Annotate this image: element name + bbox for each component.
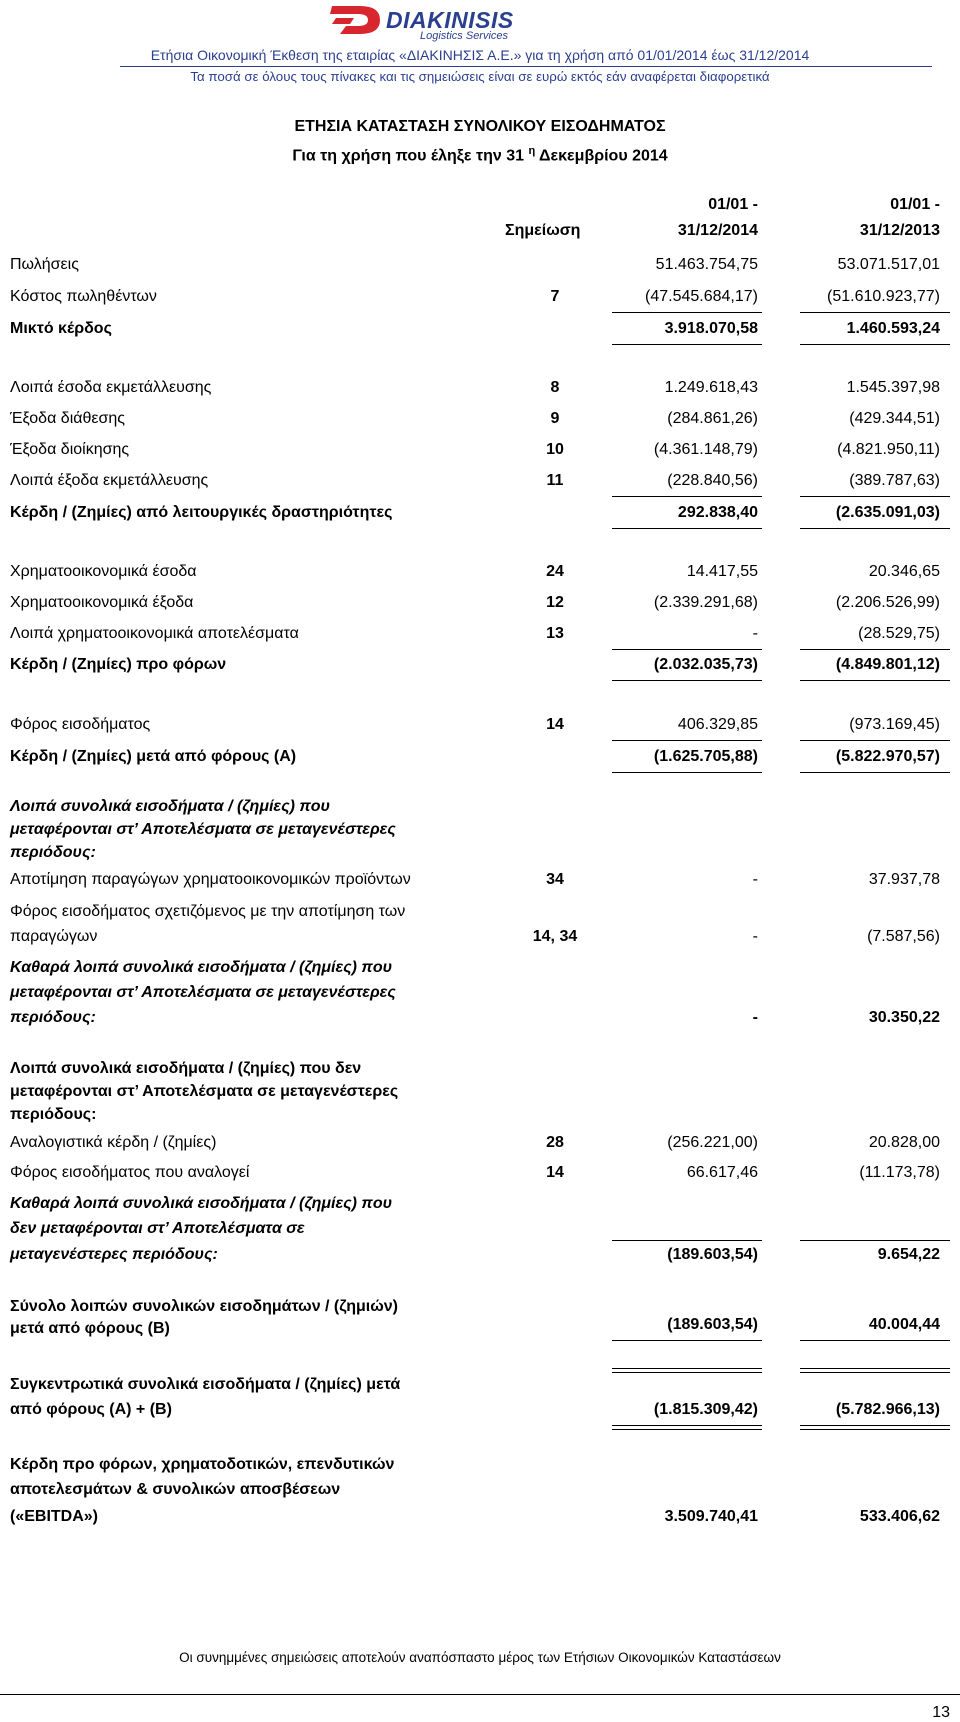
section-heading: μεταφέρονται στ’ Αποτελέσματα σε μεταγενέστερες [10,1083,399,1100]
statement-subtitle: Για τη χρήση που έληξε την 31 $^\eta$ Δεκεμβρίου 2014 [292,145,668,165]
row-label: δεν μεταφέρονται στ’ Αποτελέσματα σε [10,1220,305,1237]
double-rule [800,1368,950,1369]
value-2013: 53.071.517,01 [837,256,940,273]
double-rule [612,1368,762,1369]
total-rule [612,1340,762,1341]
logo-text: DIAKINISIS [386,7,514,33]
value-2014: (256.221,00) [667,1134,758,1151]
value-2014: 406.329,85 [677,716,758,733]
note-ref: 8 [550,379,560,396]
value-2013: 40.004,44 [868,1316,940,1333]
section-heading: Λοιπά συνολικά εισοδήματα / (ζημίες) που δεν [10,1060,362,1077]
value-2014: 1.249.618,43 [664,379,758,396]
subtotal-rule [800,1240,950,1241]
row-label: Φόρος εισοδήματος [10,716,151,733]
note-ref: 14 [546,716,564,733]
total-rule [612,344,762,345]
row-label: Μικτό κέρδος [10,320,112,337]
double-rule [612,1429,762,1430]
section-heading: περιόδους: [10,1106,97,1123]
value-2014: 3.509.740,41 [664,1508,758,1525]
row-label: Σύνολο λοιπών συνολικών εισοδημάτων / (ζημιών) [10,1298,398,1315]
double-rule [800,1372,950,1373]
note-ref: 13 [546,625,564,642]
total-rule [800,344,950,345]
col-header-2013-to: 31/12/2013 [859,222,940,239]
row-label: Κέρδη / (Ζημίες) προ φόρων [10,656,227,673]
subtotal-rule [800,740,950,741]
value-2014: 14.417,55 [686,563,758,580]
note-ref: 11 [546,472,564,489]
value-2013: (5.782.966,13) [835,1401,940,1418]
value-2014: 66.617,46 [686,1164,758,1181]
value-2013: (973.169,45) [849,716,940,733]
logo-subtitle: Logistics Services [420,30,509,42]
subtotal-rule [612,312,762,313]
value-2014: (228.840,56) [667,472,758,489]
note-ref: 12 [546,594,564,611]
col-header-2014-to: 31/12/2014 [677,222,758,239]
value-2014: 51.463.754,75 [655,256,758,273]
value-2013: (429.344,51) [849,410,940,427]
value-2013: 1.545.397,98 [846,379,940,396]
value-2013: (28.529,75) [858,625,940,642]
row-label: παραγώγων [10,928,98,945]
currency-note: Τα ποσά σε όλους τους πίνακες και τις σημειώσεις είναι σε ευρώ εκτός εάν αναφέρεται διαφορετικά [190,69,770,84]
value-2013: 20.828,00 [868,1134,940,1151]
value-2013: 533.406,62 [859,1508,940,1525]
header-divider [120,66,932,67]
note-ref: 14 [546,1164,564,1181]
value-2013: (51.610.923,77) [827,288,940,305]
row-label: («EBITDA») [10,1508,99,1525]
note-ref: 7 [550,288,560,305]
col-header-2013-from: 01/01 - [890,196,940,213]
double-rule [612,1425,762,1426]
col-header-note: Σημείωση [505,222,581,239]
row-label: Συγκεντρωτικά συνολικά εισοδήματα / (ζημίες) μετά [10,1376,401,1393]
value-2013: 1.460.593,24 [846,320,940,337]
subtotal-rule [800,496,950,497]
subtotal-rule [612,740,762,741]
total-rule [800,528,950,529]
value-2013: (4.821.950,11) [837,441,940,458]
footer-divider [0,1694,960,1695]
row-label: Κέρδη προ φόρων, χρηματοδοτικών, επενδυτικών [10,1456,395,1473]
row-label: Φόρος εισοδήματος σχετιζόμενος με την αποτίμηση των [10,903,406,920]
row-label: Καθαρά λοιπά συνολικά εισοδήματα / (ζημίες) που [10,959,393,976]
note-ref: 34 [546,871,564,888]
statement-title: ΕΤΗΣΙΑ ΚΑΤΑΣΤΑΣΗ ΣΥΝΟΛΙΚΟΥ ΕΙΣΟΔΗΜΑΤΟΣ [294,118,666,135]
value-2013: (7.587,56) [867,928,940,945]
value-2014: (1.815.309,42) [653,1401,758,1418]
value-2013: (389.787,63) [849,472,940,489]
total-rule [612,680,762,681]
value-2013: 9.654,22 [877,1246,940,1263]
section-heading: Λοιπά συνολικά εισοδήματα / (ζημίες) που [10,798,330,815]
row-label: Χρηματοοικονομικά έξοδα [10,594,194,611]
col-header-2014-from: 01/01 - [708,196,758,213]
row-label: Λοιπά χρηματοοικονομικά αποτελέσματα [10,625,299,642]
diakinisis-logo-icon [330,4,384,36]
value-2014: (4.361.148,79) [653,441,758,458]
value-2014: 292.838,40 [677,504,758,521]
value-2013: 30.350,22 [868,1009,940,1026]
row-label: Χρηματοοικονομικά έσοδα [10,563,197,580]
value-2014: (189.603,54) [667,1316,758,1333]
total-rule [612,772,762,773]
value-2014: - [752,871,758,888]
note-ref: 28 [546,1134,564,1151]
row-label: Έξοδα διάθεσης [10,410,126,427]
double-rule [800,1429,950,1430]
value-2013: (11.173,78) [859,1164,940,1181]
double-rule [612,1372,762,1373]
row-label: από φόρους (Α) + (Β) [10,1401,172,1418]
value-2014: (284.861,26) [667,410,758,427]
subtotal-rule [612,649,762,650]
value-2014: (2.032.035,73) [653,656,758,673]
row-label: Καθαρά λοιπά συνολικά εισοδήματα / (ζημίες) που [10,1195,393,1212]
value-2013: 37.937,78 [868,871,940,888]
row-label: Έξοδα διοίκησης [10,441,130,458]
row-label: Λοιπά έσοδα εκμετάλλευσης [10,379,212,396]
subtotal-rule [612,496,762,497]
page-number: 13 [932,1704,950,1721]
value-2013: (2.206.526,99) [835,594,940,611]
row-label: μεταγενέστερες περιόδους: [10,1246,218,1263]
subtotal-rule [800,649,950,650]
subtotal-rule [800,312,950,313]
value-2014: - [752,625,758,642]
value-2013: (2.635.091,03) [835,504,940,521]
value-2014: (2.339.291,68) [653,594,758,611]
double-rule [800,1425,950,1426]
row-label: Κέρδη / (Ζημίες) από λειτουργικές δραστηριότητες [10,504,393,521]
row-label: Πωλήσεις [10,256,79,273]
row-label: Λοιπά έξοδα εκμετάλλευσης [10,472,209,489]
subtotal-rule [612,1240,762,1241]
row-label: Φόρος εισοδήματος που αναλογεί [10,1164,250,1181]
value-2013: (4.849.801,12) [835,656,940,673]
total-rule [800,772,950,773]
value-2013: (5.822.970,57) [835,748,940,765]
row-label: Αποτίμηση παραγώγων χρηματοοικονομικών προϊόντων [10,871,411,888]
section-heading: μεταφέρονται στ’ Αποτελέσματα σε μεταγενέστερες [10,821,396,838]
value-2014: - [752,1009,758,1026]
total-rule [612,528,762,529]
row-label: μετά από φόρους (Β) [10,1320,170,1337]
row-label: Κέρδη / (Ζημίες) μετά από φόρους (Α) [10,748,297,765]
row-label: αποτελεσμάτων & συνολικών αποσβέσεων [10,1481,341,1498]
value-2014: 3.918.070,58 [664,320,758,337]
row-label: μεταφέρονται στ’ Αποτελέσματα σε μεταγενέστερες [10,984,396,1001]
note-ref: 9 [550,410,560,427]
footer-note: Οι συνημμένες σημειώσεις αποτελούν αναπόσπαστο μέρος των Ετήσιων Οικονομικών Καταστάσεων [179,1650,781,1665]
value-2014: (47.545.684,17) [645,288,758,305]
value-2014: - [752,928,758,945]
section-heading: περιόδους: [10,844,96,861]
note-ref: 10 [546,441,564,458]
value-2013: 20.346,65 [868,563,940,580]
note-ref: 14, 34 [532,928,578,945]
value-2014: (189.603,54) [667,1246,758,1263]
total-rule [800,1340,950,1341]
row-label: Αναλογιστικά κέρδη / (ζημίες) [10,1134,217,1151]
row-label: Κόστος πωληθέντων [10,288,157,305]
note-ref: 24 [546,563,564,580]
report-header: Ετήσια Οικονομική Έκθεση της εταιρίας «ΔΙΑΚΙΝΗΣΙΣ Α.Ε.» για τη χρήση από 01/01/2014 έως 31/12/2014 [150,47,810,63]
value-2014: (1.625.705,88) [653,748,758,765]
total-rule [800,680,950,681]
row-label: περιόδους: [10,1009,96,1026]
